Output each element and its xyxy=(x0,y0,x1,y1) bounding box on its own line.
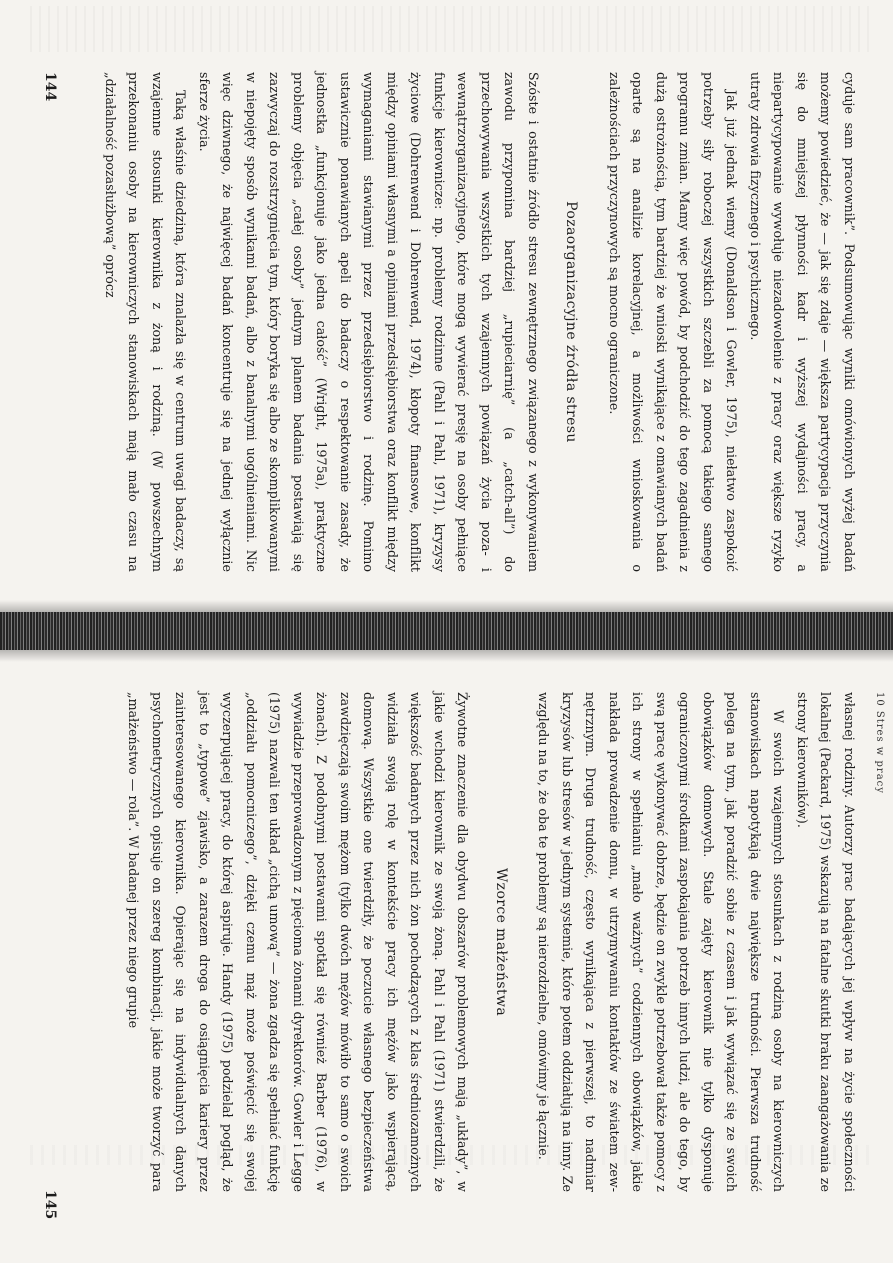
paragraph: Jak już jednak wiemy (Donaldson i Gowler, 1975), niełatwo zaspokoić potrzeby siły roboczej wszystkich szczebli za pomocą takiego samego programu zmian. Mamy więc powód, by podchodzić do tego zagadnienia z dużą ostrożnością, tym bardziej że wnioski wynikające z omawianych badań oparte są na analizie korelacyjnej, a możliwości wnioskowania o zależnościach przyczynowych są mocno ograniczone. xyxy=(607,72,740,572)
right-page xyxy=(0,650,893,1263)
paragraph: W swoich wzajemnych stosunkach z rodziną osoby na kierowniczych stanowiskach napotykają dwie największe trudności. Pierwsza trudność polega na tym, jak poradzić sobie z czasem i jak wywiązać się ze swoich obowiązków domowych. Stale zajęty kierownik nie tylko dysponuje ograniczonymi środkami zaspokajania potrzeb innych ludzi, ale do tego, by swą pracę wykonywać dobrze, będzie on zwykle potrzebował także pomocy z ich strony w spełnianiu „mało ważnych” codziennych obowiązków, jakie nakłada prowadzenie domu, w utrzymywaniu kontaktów ze światem zewnętrznym. Druga trudność, często wynikająca z pierwszej, to nadmiar kryzysów lub stresów w jednym systemie, które potem oddziałują na inny. Ze względu na to, że oba te problemy są nierozdzielne, omówimy je łącznie. xyxy=(536,692,787,1192)
paragraph: Szóste i ostatnie źródło stresu zewnętrznego związanego z wykonywaniem zawodu przypomina bardziej „rupieciarnię” (a „catch-all”) do przechowywania wszystkich tych wzajemnych powiązań życia poza- i wewnątrzorganizacyjnego, które mogą wywierać presję na osoby pełniące funkcje kierownicze: np. problemy rodzinne (Pahl i Pahl, 1971), kryzysy życiowe (Dohrenwend i Dohrenwend, 1974), kłopoty finansowe, konflikt między opiniami własnymi a opiniami przedsiębiorstwa oraz konflikt między wymaganiami stawianymi przez przedsiębiorstwo i rodzinę. Pomimo ustawicznie ponawianych apeli do badaczy o respektowanie zasady, że jednostka „funkcjonuje jako jedna całość” (Wright, 1975a), praktyczne problemy objęcia „całej osoby” jednym planem badania postawiają się zazwyczaj do rozstrzygnięcia tym, który boryka się albo ze skomplikowanymi w niepojęty sposób wynikami badań, albo z banalnymi uogólnieniami. Nic więc dziwnego, że najwięcej badań koncentruje się na jednej wyłącznie sferze życia. xyxy=(197,72,541,572)
gutter-shadow-left xyxy=(0,600,893,612)
paragraph: cyduje sam pracownik”. Podsumowując wyniki omówionych wyżej badań możemy powiedzieć, że — jak się zdaje — większa partycypacja przyczynia się do mniejszej płynności kadr i wyższej wydajności pracy, a niepartycypowanie wywołuje niezadowolenie z pracy oraz większe ryzyko utraty zdrowia fizycznego i psychicznego. xyxy=(748,72,857,572)
paragraph: Żywotne znaczenie dla obydwu obszarów problemowych mają „układy”, w jakie wchodzi kierownik ze swoją żoną. Pahl i Pahl (1971) stwierdzili, że większość badanych przez nich żon pochodzących z klas średniozamożnych widziała swoją rolę w kontekście pracy ich mężów jako wspierającą, domową. Wszystkie one twierdziły, że poczucie własnego bezpieczeństwa zawdzięczają swoim mężom (tylko dwóch mężów mówiło to samo o swoich żonach). Z podobnymi postawami spotkał się również Barber (1976), w wywiadzie przeprowadzonym z pięcioma żonami dyrektorów. Gowler i Legge (1975) nazwali ten układ „cichą umową” — żona zgadza się spełniać funkcję „oddziału pomocniczego”, dzięki czemu mąż może poświęcić się swojej wyczerpującej pracy, do której aspiruje. Handy (1975) podzielał pogląd, że jest to „typowe” zjawisko, a zarazem droga do osiągnięcia kariery przez zainteresowanego kierownika. Opierając się na indywidualnych danych psychometrycznych opisuje on szereg kombinacji, jakie może tworzyć para „małżeństwo — rola”. W badanej przez niego grupie xyxy=(126,692,471,1192)
section-heading: Pozaorganizacyjne źródła stresu xyxy=(563,201,580,443)
running-head: 10 Stres w pracy xyxy=(874,692,885,794)
left-page-body xyxy=(99,72,862,572)
section-heading: Wzorce małżeństwa xyxy=(493,867,509,1017)
paragraph: Taką właśnie dziedziną, która znalazła się w centrum uwagi badaczy, są wzajemne stosunki kierownika z żoną i rodziną. (W powszechnym przekonaniu osoby na kierowniczych stanowiskach mają mało czasu na „działalność pozasłużbową” oprócz xyxy=(103,72,189,572)
page-number: 144 xyxy=(42,72,58,102)
left-page xyxy=(0,0,893,612)
paragraph: własnej rodziny. Autorzy prac badających jej wpływ na życie społeczności lokalnej (Packard, 1975) wskazują na fatalne skutki braku zaangażowania ze strony kierowników). xyxy=(795,692,857,1192)
right-page-body xyxy=(122,692,861,1192)
book-gutter xyxy=(0,612,893,650)
page-number: 145 xyxy=(42,1190,58,1220)
